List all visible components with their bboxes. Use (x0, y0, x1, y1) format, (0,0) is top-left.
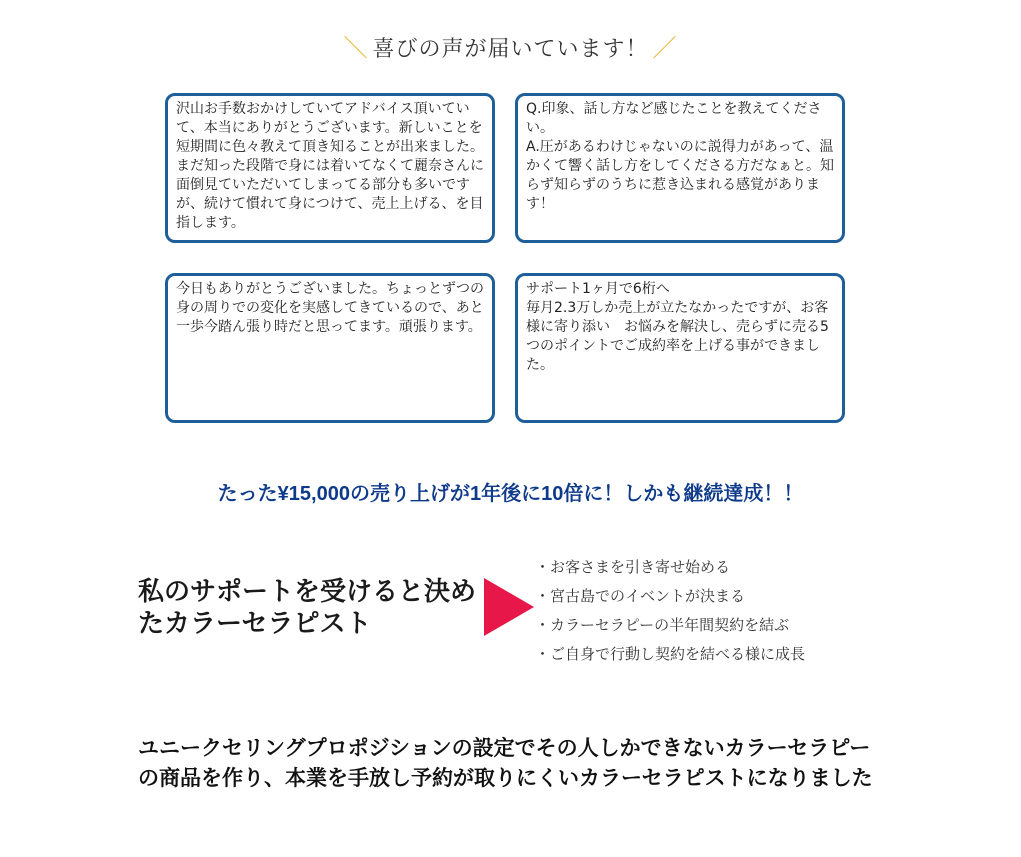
left-slash-decoration: ＼ (343, 34, 369, 62)
testimonial-card: 今日もありがとうございました。ちょっとずつの身の周りでの変化を実感してきているので、あと一歩今踏ん張り時だと思ってます。頑張ります。 (165, 273, 495, 423)
testimonials-heading (0, 28, 1021, 63)
testimonial-card: サポート1ヶ月で6桁へ 毎月2.3万しか売上が立たなかったですが、お客様に寄り添い お悩みを解決し、売らずに売る5つのポイントでご成約率を上げる事ができました。 (515, 273, 845, 423)
testimonial-card: 沢山お手数おかけしていてアドバイス頂いていて、本当にありがとうございます。新しいことを短期間に色々教えて頂き知ることが出来ました。まだ知った段階で身には着いてなくて麗奈さんに面倒見ていただいてしまってる部分も多いですが、続けて慣れて身につけて、売上上げる、を目指します。 (165, 93, 495, 243)
heading-text: 喜びの声が届いています！ (372, 37, 649, 62)
list-item: ・宮古島でのイベントが決まる (535, 587, 746, 605)
list-item: ・カラーセラピーの半年間契約を結ぶ (535, 616, 790, 634)
list-item: ・ご自身で行動し契約を結べる様に成長 (535, 645, 806, 663)
support-title: 私のサポートを受けると決めたカラーセラピスト (138, 577, 477, 639)
right-arrow-icon (484, 578, 534, 636)
closing-statement: ユニークセリングプロポジションの設定でその人しかできないカラーセラピーの商品を作り、本業を手放し予約が取りにくいカラーセラピストになりました (138, 737, 873, 790)
testimonial-card: Q.印象、話し方など感じたことを教えてください。 A.圧があるわけじゃないのに説得力があって、温かくて響く話し方をしてくださる方だなぁと。知らず知らずのうちに惹き込まれる感覚があります！ (515, 93, 845, 243)
right-slash-decoration: ／ (652, 34, 678, 62)
result-highlight: たった¥15,000の売り上げが1年後に10倍に！しかも継続達成！！ (217, 483, 804, 505)
results-list (535, 553, 805, 669)
list-item: ・お客さまを引き寄せ始める (535, 558, 731, 576)
